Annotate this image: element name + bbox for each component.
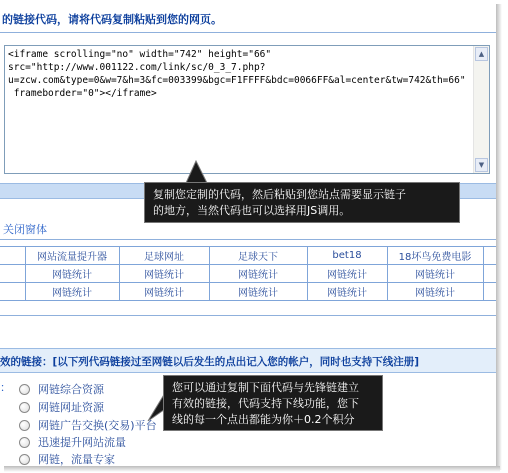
table-cell[interactable]: 网链统计 (119, 265, 209, 283)
tooltip-line: 有效的链接，代码支持下线功能，您下 (172, 397, 359, 410)
tooltip-line: 线的每一个点出都能为你＋0.2个积分 (172, 413, 355, 426)
title-divider (0, 32, 496, 33)
frame-shadow (496, 4, 502, 470)
radio-option[interactable] (19, 381, 104, 397)
tooltip-tail-icon (183, 160, 209, 184)
frame-shadow (4, 466, 500, 472)
table-cell[interactable]: 网链统计 (387, 283, 483, 301)
radio-option[interactable] (19, 434, 126, 450)
radio-option[interactable] (19, 451, 115, 466)
scroll-up-icon[interactable]: ▲ (475, 47, 488, 61)
page-title: 的链接代码，请将代码复制粘贴到您的网页。 (2, 13, 222, 26)
vertical-scrollbar[interactable] (473, 46, 489, 173)
table-cell (483, 265, 496, 283)
radio-label: 网链广告交换(交易)平台 (38, 419, 157, 432)
radio-option[interactable] (19, 399, 104, 415)
tooltip-line: 您可以通过复制下面代码与先锋链建立 (172, 381, 359, 394)
radio-label: 网链，流量专家 (38, 453, 115, 466)
table-cell[interactable]: 足球网址 (119, 247, 209, 265)
table-cell[interactable]: 网链统计 (387, 265, 483, 283)
table-cell[interactable]: 网链统计 (119, 283, 209, 301)
options-label: ： (0, 381, 11, 394)
table-cell[interactable]: 足球天下 (209, 247, 307, 265)
code-text[interactable] (8, 48, 474, 100)
table-cell[interactable]: bet18 (307, 247, 387, 265)
table-cell (0, 283, 25, 301)
table-cell (0, 265, 25, 283)
radio-option[interactable] (19, 417, 157, 433)
table-row (0, 247, 496, 265)
tooltip-line: 复制您定制的代码，然后粘贴到您站点需要显示链子 (153, 188, 406, 201)
table-cell[interactable]: 18坏鸟免费电影 (387, 247, 483, 265)
tooltip-line: 的地方，当然代码也可以选择用JS调用。 (153, 204, 351, 217)
effective-links-heading: 效的链接：[以下列代码链接过至网链以后发生的点出记入您的帐户，同时也支持下线注册] (0, 356, 420, 368)
close-window-link[interactable]: 关闭窗体 (3, 223, 47, 236)
table-cell (483, 283, 496, 301)
table-row (0, 283, 496, 301)
radio-icon[interactable] (19, 384, 30, 395)
code-help-tooltip (144, 182, 460, 223)
table-cell[interactable]: 网链统计 (25, 265, 119, 283)
radio-icon[interactable] (19, 402, 30, 413)
radio-label: 网链综合资源 (38, 383, 104, 396)
code-line: u=zcw.com&type=0&w=7&h=3&fc=003399&bgc=F1FFFF&bdc=0066FF&al=center&tw=742&th=66" (8, 75, 466, 86)
link-table (0, 246, 496, 301)
table-cell[interactable]: 网链统计 (25, 283, 119, 301)
radio-label: 网链网址资源 (38, 401, 104, 414)
code-textarea[interactable] (4, 45, 490, 174)
table-cell[interactable]: 网链统计 (307, 283, 387, 301)
radio-icon[interactable] (19, 420, 30, 431)
radio-label: 迅速提升网站流量 (38, 436, 126, 449)
scroll-down-icon[interactable]: ▼ (475, 158, 488, 172)
code-line: <iframe scrolling="no" width="742" height="66" (8, 49, 272, 60)
radio-icon[interactable] (19, 454, 30, 465)
table-row (0, 265, 496, 283)
table-cell[interactable]: 网链统计 (307, 265, 387, 283)
close-divider (0, 239, 496, 240)
table-cell[interactable]: 网链统计 (209, 265, 307, 283)
radio-icon[interactable] (19, 437, 30, 448)
effective-links-tooltip (163, 375, 383, 431)
effective-links-band (0, 348, 496, 373)
code-line: frameborder="0"></iframe> (8, 88, 157, 99)
table-cell (483, 247, 496, 265)
table-cell[interactable]: 网链统计 (209, 283, 307, 301)
table-cell (0, 247, 25, 265)
table-divider (0, 315, 496, 316)
table-cell[interactable]: 网站流量提升器 (25, 247, 119, 265)
code-line: src="http://www.001122.com/link/sc/0_3_7.php? (8, 62, 266, 73)
